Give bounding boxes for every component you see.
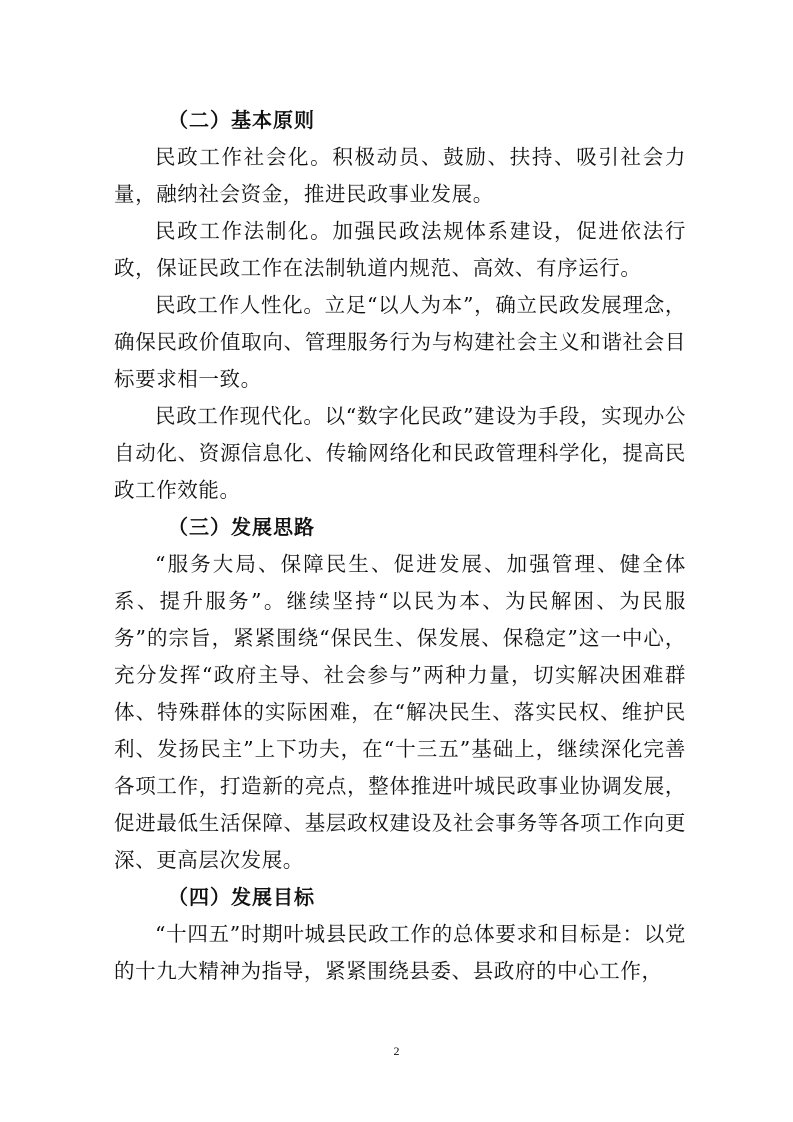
- paragraph-modernization: 民政工作现代化。以“数字化民政”建设为手段，实现办公自动化、资源信息化、传输网络化和民政管理科学化，提高民政工作效能。: [114, 404, 686, 502]
- page-number: 2: [393, 1044, 400, 1058]
- section-heading-basic-principles: （二）基本原则: [168, 108, 315, 132]
- section-heading-development-thinking: （三）发展思路: [168, 515, 315, 539]
- section-heading-development-goals: （四）发展目标: [168, 885, 315, 909]
- paragraph-socialization: 民政工作社会化。积极动员、鼓励、扶持、吸引社会力量，融纳社会资金，推进民政事业发展。: [114, 145, 686, 206]
- page-content: [114, 102, 686, 990]
- paragraph-legalization: 民政工作法制化。加强民政法规体系建设，促进依法行政，保证民政工作在法制轨道内规范、高效、有序运行。: [114, 219, 686, 280]
- paragraph-humanization: 民政工作人性化。立足“以人为本”，确立民政发展理念，确保民政价值取向、管理服务行为与构建社会主义和谐社会目标要求相一致。: [114, 293, 686, 391]
- paragraph-development-goals: “十四五”时期叶城县民政工作的总体要求和目标是：以党的十九大精神为指导，紧紧围绕县委、县政府的中心工作，: [114, 922, 686, 983]
- paragraph-development-thinking: “服务大局、保障民生、促进发展、加强管理、健全体系、提升服务”。继续坚持“以民为本、为民解困、为民服务”的宗旨，紧紧围绕“保民生、保发展、保稳定”这一中心，充分发挥“政府主导、社会参与”两种力量，切实解决困难群体、特殊群体的实际困难，在“解决民生、落实民权、维护民利、发扬民主”上下功夫，在“十三五”基础上，继续深化完善各项工作，打造新的亮点，整体推进叶城民政事业协调发展，促进最低生活保障、基层政权建设及社会事务等各项工作向更深、更高层次发展。: [114, 552, 686, 872]
